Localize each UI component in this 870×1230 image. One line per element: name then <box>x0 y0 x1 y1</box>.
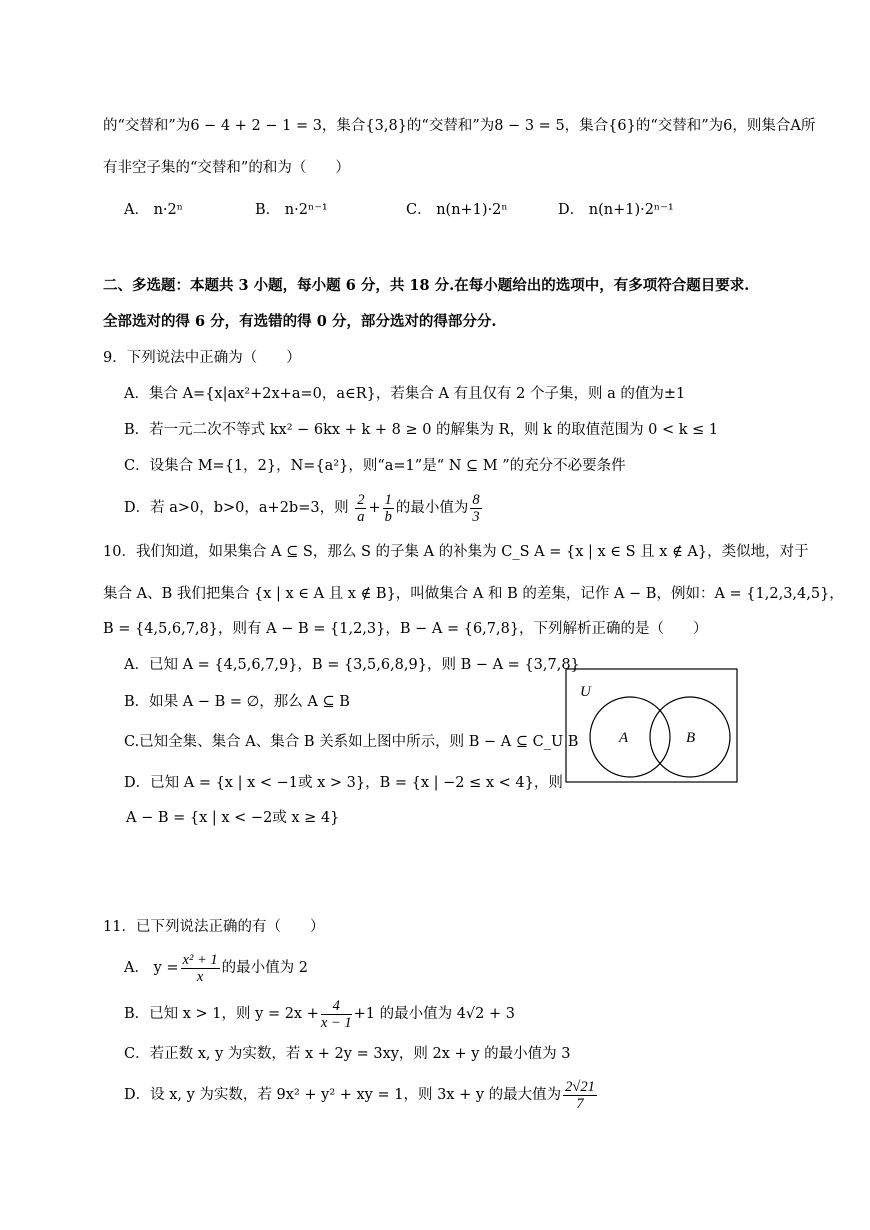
fraction-denominator: 3 <box>472 508 480 525</box>
q8-option-b: B． n·2ⁿ⁻¹ <box>255 202 328 218</box>
q10-option-d-line-1: D．已知 A = {x | x < −1或 x > 3}，B = {x | −2 ≤ x < 4}，则 <box>124 775 563 791</box>
fraction-1-over-b <box>383 492 394 525</box>
q9-option-d-middle: 的最小值为 <box>395 500 469 516</box>
fraction-denominator: 7 <box>576 1095 584 1112</box>
q10-stem-line-1: 10．我们知道，如果集合 A ⊆ S，那么 S 的子集 A 的补集为 C_S A = {x | x ∈ S 且 x ∉ A}，类似地，对于 <box>103 544 809 560</box>
fraction-numerator: x² + 1 <box>182 951 218 968</box>
q8-option-a: A． n·2ⁿ <box>124 202 184 218</box>
fraction-2sqrt21-over-7 <box>563 1079 597 1112</box>
fraction-numerator: 4 <box>321 998 352 1015</box>
fraction-2-over-a <box>355 492 366 525</box>
q9-option-d-prefix: D．若 a>0，b>0，a+2b=3，则 <box>124 500 349 516</box>
q11-option-a-suffix: 的最小值为 2 <box>221 960 308 976</box>
fraction-8-over-3 <box>470 492 481 525</box>
fraction-4-over-x-minus-1 <box>321 998 352 1031</box>
q11-option-a-prefix: A． y = <box>124 960 179 976</box>
q11-option-b <box>124 994 515 1034</box>
section-2-heading-line-1: 二、多选题：本题共 3 小题，每小题 6 分，共 18 分.在每小题给出的选项中，有多项符合题目要求. <box>103 277 750 294</box>
venn-label-b: B <box>686 730 696 746</box>
q10-stem-line-2: 集合 A、B 我们把集合 {x | x ∈ A 且 x ∉ B}，叫做集合 A 和 B 的差集，记作 A − B，例如：A = {1,2,3,4,5}， <box>103 586 844 602</box>
q8-option-c: C． n(n+1)·2ⁿ <box>406 202 508 218</box>
q11-option-c: C．若正数 x, y 为实数，若 x + 2y = 3xy，则 2x + y 的最小值为 3 <box>124 1046 571 1062</box>
q10-option-a: A．已知 A = {4,5,6,7,9}，B = {3,5,6,8,9}，则 B − A = {3,7,8} <box>124 657 580 673</box>
q9-option-d <box>124 488 484 528</box>
intro-line-1: 的“交替和”为6 − 4 + 2 − 1 = 3，集合{3,8}的“交替和”为8 − 3 = 5，集合{6}的“交替和”为6，则集合A所 <box>103 118 816 134</box>
q11-stem: 11．已下列说法正确的有（ ） <box>103 919 325 935</box>
q10-option-c: C.已知全集、集合 A、集合 B 关系如上图中所示，则 B − A ⊆ C_U B <box>124 734 579 750</box>
intro-line-2: 有非空子集的“交替和”的和为（ ） <box>103 160 350 176</box>
plus-sign: + <box>368 500 381 516</box>
q8-option-d: D． n(n+1)·2ⁿ⁻¹ <box>558 202 674 218</box>
fraction-numerator: 1 <box>384 491 392 508</box>
fraction-denominator: x − 1 <box>320 1014 352 1031</box>
fraction-denominator: a <box>357 508 365 525</box>
q11-option-d <box>124 1075 599 1115</box>
fraction-x2plus1-over-x <box>181 952 220 985</box>
fraction-numerator: 2 <box>357 491 365 508</box>
set-a-circle <box>590 697 670 777</box>
q10-option-d-line-2: A − B = {x | x < −2或 x ≥ 4} <box>126 810 340 826</box>
q11-option-a <box>124 948 308 988</box>
venn-label-u: U <box>580 684 591 700</box>
venn-label-a: A <box>619 730 629 746</box>
q9-stem: 9．下列说法中正确为（ ） <box>103 350 301 366</box>
q10-option-b: B．如果 A − B = ∅，那么 A ⊆ B <box>124 694 350 710</box>
section-2-heading-line-2: 全部选对的得 6 分，有选错的得 0 分，部分选对的得部分分. <box>103 313 497 330</box>
q10-stem-line-3: B = {4,5,6,7,8}，则有 A − B = {1,2,3}，B − A = {6,7,8}，下列解析正确的是（ ） <box>103 621 708 637</box>
fraction-numerator: 8 <box>472 491 480 508</box>
q11-option-b-prefix: B．已知 x > 1，则 y = 2x + <box>124 1006 319 1022</box>
venn-diagram <box>565 668 738 784</box>
q11-option-d-prefix: D．设 x, y 为实数，若 9x² + y² + xy = 1，则 3x + y 的最大值为 <box>124 1087 562 1103</box>
q11-option-b-suffix: +1 的最小值为 4√2 + 3 <box>353 1006 515 1022</box>
fraction-denominator: b <box>384 508 392 525</box>
fraction-numerator: 2√21 <box>565 1078 595 1095</box>
q9-option-a: A．集合 A={x|ax²+2x+a=0，a∈R}，若集合 A 有且仅有 2 个子集，则 a 的值为±1 <box>124 386 686 402</box>
q9-option-c: C．设集合 M={1，2}，N={a²}，则“a=1”是“ N ⊆ M ”的充分不必要条件 <box>124 458 626 474</box>
q9-option-b: B．若一元二次不等式 kx² − 6kx + k + 8 ≥ 0 的解集为 R，则 k 的取值范围为 0 < k ≤ 1 <box>124 422 719 438</box>
fraction-denominator: x <box>196 968 204 985</box>
